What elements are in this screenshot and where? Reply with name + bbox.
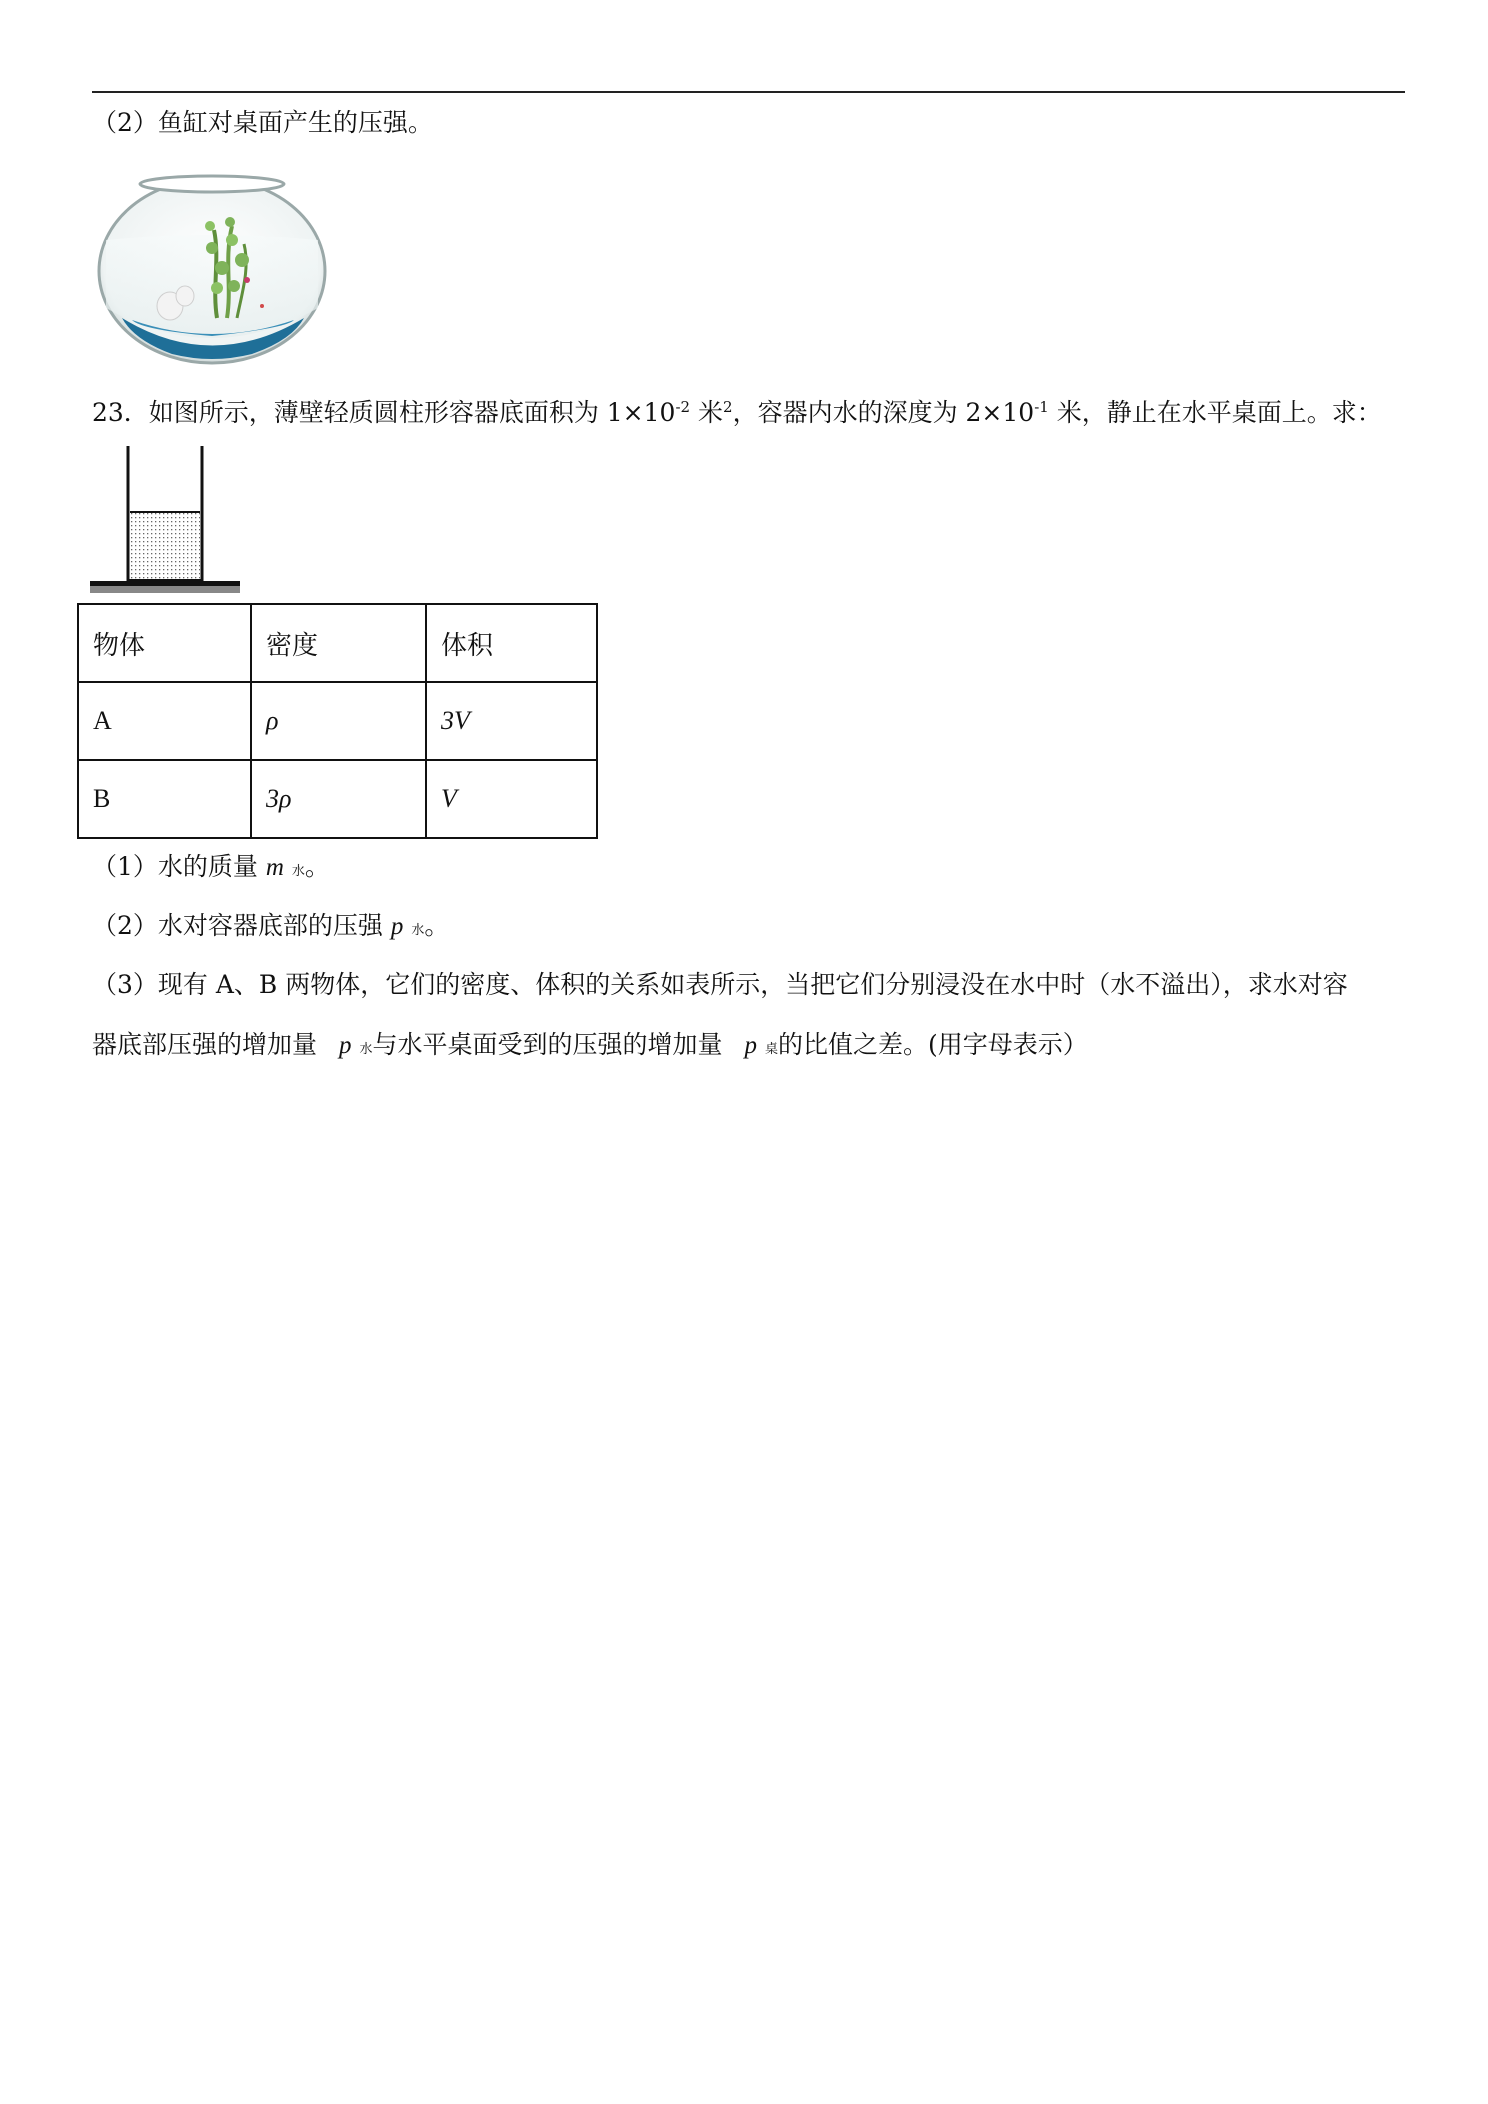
- q23-part3-line2: [92, 1030, 1088, 1061]
- part2-end: 。: [424, 911, 450, 940]
- q23-stem-b: 米: [690, 398, 724, 427]
- q23-stem-a: 23．如图所示，薄壁轻质圆柱形容器底面积为 1×10: [92, 398, 676, 427]
- variable: m: [265, 854, 284, 881]
- q23-stem: [92, 398, 1382, 428]
- table-row: [78, 760, 597, 838]
- table-header-cell: 物体: [78, 604, 251, 682]
- variable: p: [744, 1032, 757, 1059]
- density-volume-table: [77, 603, 598, 839]
- header-rule: [92, 91, 1405, 93]
- q22-part2: （2）鱼缸对桌面产生的压强。: [92, 108, 433, 137]
- table-cell: A: [78, 682, 251, 760]
- part3-text-a: 器底部压强的增加量: [92, 1030, 318, 1059]
- table-cell: B: [78, 760, 251, 838]
- variable: p: [339, 1032, 352, 1059]
- table-cell: 3V: [426, 682, 597, 760]
- table-cell: ρ: [251, 682, 426, 760]
- subscript: 水: [411, 923, 425, 938]
- subscript: 水: [291, 864, 305, 879]
- subscript: 水: [359, 1042, 373, 1057]
- part2-text: （2）水对容器底部的压强: [92, 911, 391, 940]
- table-cell: 3ρ: [251, 760, 426, 838]
- q23-part1: [92, 852, 330, 883]
- exponent: 2: [723, 398, 733, 416]
- q23-part2: [92, 911, 449, 942]
- part3-text-c: 的比值之差。(用字母表示）: [777, 1030, 1088, 1059]
- table-cell: V: [426, 760, 597, 838]
- cylinder-container-diagram: [90, 444, 240, 596]
- table-header-cell: 体积: [426, 604, 597, 682]
- table-row: [78, 682, 597, 760]
- subscript: 桌: [764, 1042, 778, 1057]
- part1-end: 。: [304, 852, 330, 881]
- part3-text-b: 与水平桌面受到的压强的增加量: [372, 1030, 723, 1059]
- variable: p: [390, 913, 404, 940]
- table-header-cell: 密度: [251, 604, 426, 682]
- table-header-row: [78, 604, 597, 682]
- q23-stem-d: 米，静止在水平桌面上。求：: [1048, 398, 1382, 427]
- q23-part3-line1: （3）现有 A、B 两物体，它们的密度、体积的关系如表所示，当把它们分别浸没在水中时（水不溢出），求水对容: [92, 970, 1348, 999]
- part1-text: （1）水的质量: [92, 852, 266, 881]
- q23-stem-c: ，容器内水的深度为 2×10: [732, 398, 1035, 427]
- fishbowl-image: [92, 168, 332, 368]
- exponent: -1: [1034, 398, 1049, 416]
- exponent: -2: [675, 398, 691, 416]
